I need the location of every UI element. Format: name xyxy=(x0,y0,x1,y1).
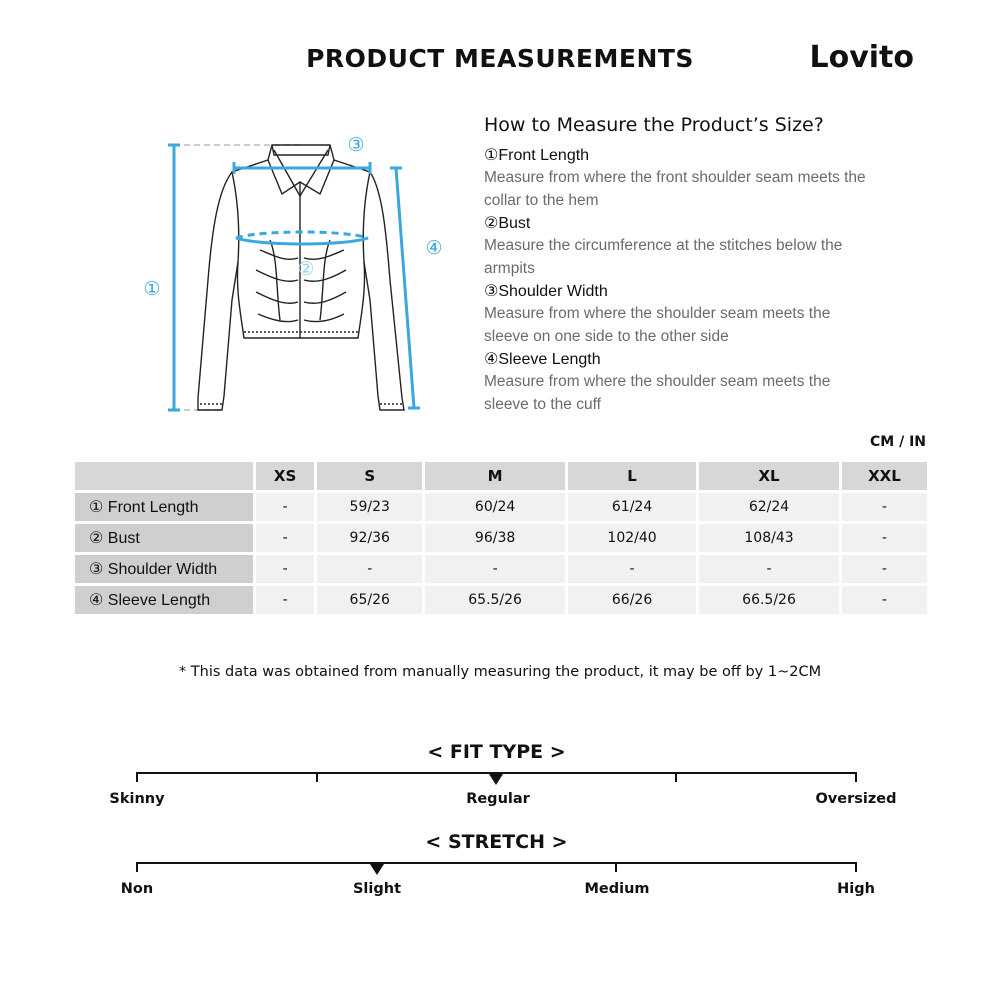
stretch-label-medium: Medium xyxy=(584,881,650,897)
size-header: XL xyxy=(699,462,839,490)
table-cell: - xyxy=(842,524,927,552)
measure-desc: Measure from where the shoulder seam meets the xyxy=(484,373,831,390)
table-cell: 60/24 xyxy=(425,493,565,521)
size-header-row xyxy=(75,462,927,490)
measure-item-shoulder-width xyxy=(484,282,914,348)
measure-title: ③Shoulder Width xyxy=(484,283,608,300)
marker-front-length: ① xyxy=(143,278,161,300)
size-header: L xyxy=(568,462,696,490)
garment-diagram xyxy=(138,128,458,424)
row-label: ① Front Length xyxy=(75,493,253,521)
measurement-note: * This data was obtained from manually measuring the product, it may be off by 1~2CM xyxy=(178,664,822,680)
size-header: S xyxy=(317,462,422,490)
table-cell: - xyxy=(842,555,927,583)
fit-type-indicator-icon xyxy=(489,774,503,785)
measure-title: ①Front Length xyxy=(484,147,590,164)
size-table xyxy=(72,459,930,617)
table-cell: - xyxy=(425,555,565,583)
fit-type-label-skinny: Skinny xyxy=(109,791,165,807)
measure-title: ②Bust xyxy=(484,215,531,232)
row-label: ④ Sleeve Length xyxy=(75,586,253,614)
table-cell: 59/23 xyxy=(317,493,422,521)
stretch-tick xyxy=(615,862,617,872)
measure-title: ④Sleeve Length xyxy=(484,351,601,368)
measure-desc: Measure from where the shoulder seam meets the xyxy=(484,305,831,322)
table-cell: - xyxy=(317,555,422,583)
size-header: XXL xyxy=(842,462,927,490)
table-cell: - xyxy=(256,524,314,552)
table-cell: 66/26 xyxy=(568,586,696,614)
stretch-label-high: High xyxy=(837,881,875,897)
table-cell: 65/26 xyxy=(317,586,422,614)
table-cell: 65.5/26 xyxy=(425,586,565,614)
page-title: PRODUCT MEASUREMENTS xyxy=(306,44,694,73)
stretch-tick xyxy=(136,862,138,872)
fit-type-tick xyxy=(855,772,857,782)
marker-sleeve-length: ④ xyxy=(425,237,443,259)
table-cell: 61/24 xyxy=(568,493,696,521)
row-label: ② Bust xyxy=(75,524,253,552)
table-row xyxy=(75,586,927,614)
how-to-measure xyxy=(484,114,914,418)
size-header: M xyxy=(425,462,565,490)
header-blank xyxy=(75,462,253,490)
table-cell: 66.5/26 xyxy=(699,586,839,614)
table-cell: - xyxy=(842,586,927,614)
bust-line-front xyxy=(236,238,368,244)
stretch-label-slight: Slight xyxy=(352,881,402,897)
table-row xyxy=(75,524,927,552)
measure-desc: armpits xyxy=(484,260,535,277)
table-row xyxy=(75,493,927,521)
brand-logo: Lovito xyxy=(809,40,914,75)
table-cell: 96/38 xyxy=(425,524,565,552)
measure-desc: sleeve to the cuff xyxy=(484,396,601,413)
table-cell: - xyxy=(256,555,314,583)
measure-item-bust xyxy=(484,214,914,280)
unit-label: CM / IN xyxy=(870,434,926,450)
marker-shoulder-width: ③ xyxy=(347,134,365,156)
marker-bust: ② xyxy=(297,258,315,280)
stretch-tick xyxy=(855,862,857,872)
table-cell: - xyxy=(699,555,839,583)
fit-type-tick xyxy=(136,772,138,782)
table-cell: - xyxy=(256,493,314,521)
stretch-title: < STRETCH > xyxy=(425,831,568,853)
row-label: ③ Shoulder Width xyxy=(75,555,253,583)
fit-type-label-oversized: Oversized xyxy=(815,791,897,807)
table-cell: 92/36 xyxy=(317,524,422,552)
measure-desc: sleeve on one side to the other side xyxy=(484,328,729,345)
table-cell: 62/24 xyxy=(699,493,839,521)
fit-type-title: < FIT TYPE > xyxy=(427,741,566,763)
fit-type-tick xyxy=(316,772,318,782)
table-cell: - xyxy=(568,555,696,583)
table-cell: 108/43 xyxy=(699,524,839,552)
stretch-label-non: Non xyxy=(120,881,154,897)
measure-desc: Measure the circumference at the stitches below the xyxy=(484,237,843,254)
table-cell: 102/40 xyxy=(568,524,696,552)
stretch-indicator-icon xyxy=(370,864,384,875)
bust-line-back xyxy=(236,232,368,238)
measure-desc: Measure from where the front shoulder seam meets the xyxy=(484,169,866,186)
fit-type-tick xyxy=(675,772,677,782)
measure-item-sleeve-length xyxy=(484,350,914,416)
table-cell: - xyxy=(842,493,927,521)
table-cell: - xyxy=(256,586,314,614)
measure-desc: collar to the hem xyxy=(484,192,599,209)
fit-type-label-regular: Regular xyxy=(466,791,530,807)
table-row xyxy=(75,555,927,583)
size-header: XS xyxy=(256,462,314,490)
stretch-scale-line xyxy=(136,862,857,864)
howto-heading: How to Measure the Product’s Size? xyxy=(484,114,824,136)
measure-item-front-length xyxy=(484,146,914,212)
